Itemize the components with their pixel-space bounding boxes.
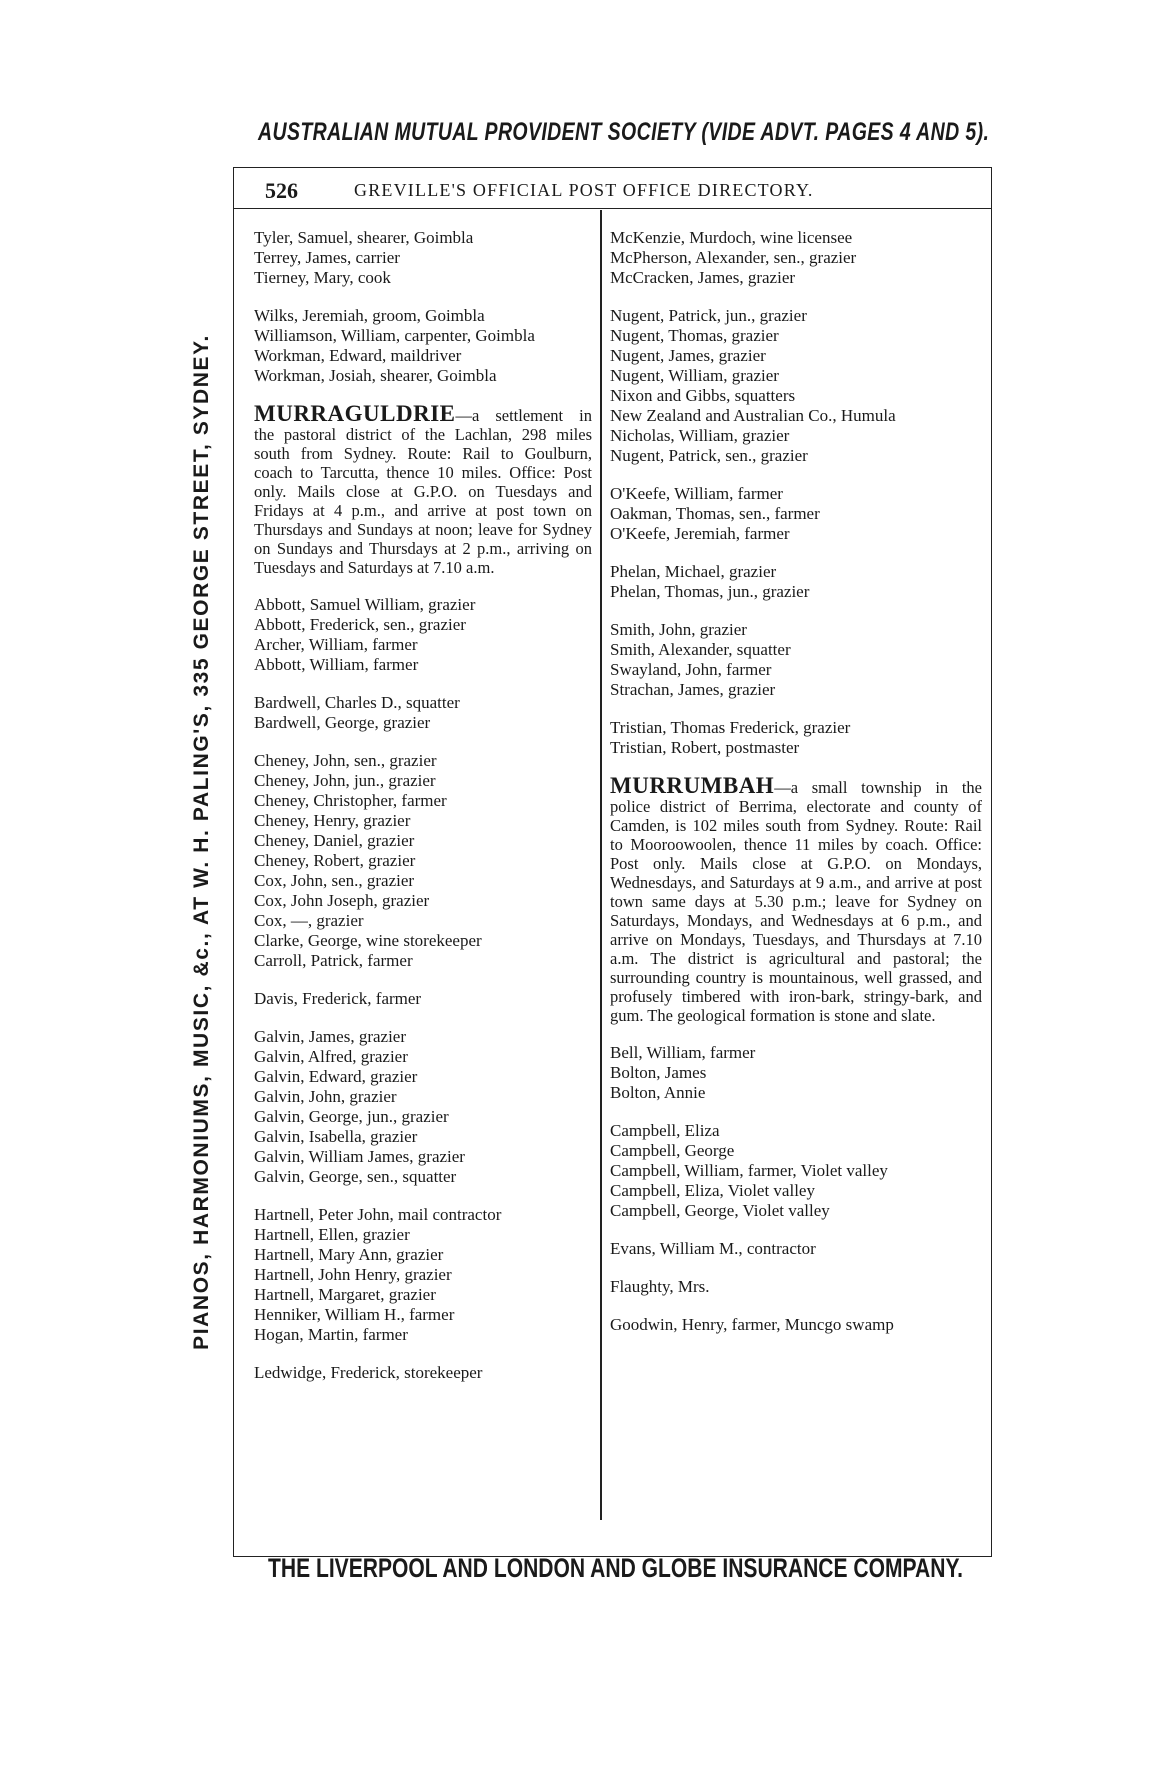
entry-group [254, 1027, 592, 1187]
entry-group [254, 306, 592, 386]
directory-entry: Hogan, Martin, farmer [254, 1325, 408, 1344]
directory-entry: McPherson, Alexander, sen., grazier [610, 248, 857, 267]
place-name: MURRAGULDRIE [254, 401, 456, 426]
place-text: —a small township in the police district of Berrima, electorate and county of Camden, is 102 miles south from Sydney. Route: Rail to Mooroowoolen, thence 11 miles by coach. Office: Post only. Mails close at G.P.O. on Mondays, Wednesdays, and Saturdays at 9 a.m., and arrive at post town same days at 5.30 p.m.; leave for Sydney on Saturdays, Mondays, and Wednesdays at 6 p.m., and arrive on Mondays, Tuesdays, and Thursdays at 7.10 a.m. The district is agricultural and pastoral; the surrounding country is mountainous, well grassed, and profusely timbered with iron-bark, stringy-bark, and gum. The geological formation is stone and slate. [610, 778, 982, 1025]
directory-entry: Nugent, William, grazier [610, 366, 779, 385]
directory-entry: Nicholas, William, grazier [610, 426, 790, 445]
right-column [610, 228, 982, 1353]
directory-entry: Williamson, William, carpenter, Goimbla [254, 326, 535, 345]
directory-entry: Smith, John, grazier [610, 620, 747, 639]
directory-entry: Hartnell, Mary Ann, grazier [254, 1245, 444, 1264]
directory-entry: Cox, —, grazier [254, 911, 364, 930]
directory-title: GREVILLE'S OFFICIAL POST OFFICE DIRECTORY. [354, 180, 814, 200]
entry-group [254, 751, 592, 971]
directory-entry: Oakman, Thomas, sen., farmer [610, 504, 820, 523]
directory-entry: Wilks, Jeremiah, groom, Goimbla [254, 306, 485, 325]
directory-entry: Henniker, William H., farmer [254, 1305, 455, 1324]
bottom-advert-banner: THE LIVERPOOL AND LONDON AND GLOBE INSURANCE COMPANY. [268, 1553, 964, 1583]
directory-entry: Tyler, Samuel, shearer, Goimbla [254, 228, 474, 247]
directory-entry: Cheney, John, jun., grazier [254, 771, 436, 790]
directory-entry: O'Keefe, Jeremiah, farmer [610, 524, 790, 543]
directory-entry: New Zealand and Australian Co., Humula [610, 406, 896, 425]
directory-entry: Campbell, Eliza [610, 1121, 720, 1140]
column-divider [600, 210, 602, 1520]
directory-entry: Abbott, William, farmer [254, 655, 419, 674]
directory-entry: Swayland, John, farmer [610, 660, 772, 679]
directory-entry: Strachan, James, grazier [610, 680, 776, 699]
directory-entry: Nixon and Gibbs, squatters [610, 386, 796, 405]
directory-entry: Galvin, Edward, grazier [254, 1067, 418, 1086]
entry-group [254, 693, 592, 733]
entry-group [254, 228, 592, 288]
entry-group [610, 718, 982, 758]
entry-group [254, 1363, 592, 1383]
directory-entry: Nugent, Thomas, grazier [610, 326, 779, 345]
directory-entry: Bardwell, Charles D., squatter [254, 693, 460, 712]
directory-entry: Terrey, James, carrier [254, 248, 400, 267]
directory-entry: Hartnell, Peter John, mail contractor [254, 1205, 502, 1224]
place-name: MURRUMBAH [610, 773, 775, 798]
directory-entry: Bolton, Annie [610, 1083, 706, 1102]
directory-entry: Goodwin, Henry, farmer, Muncgo swamp [610, 1315, 894, 1334]
directory-entry: Galvin, Isabella, grazier [254, 1127, 418, 1146]
directory-entry: Workman, Edward, maildriver [254, 346, 462, 365]
directory-entry: Galvin, George, jun., grazier [254, 1107, 449, 1126]
directory-entry: McCracken, James, grazier [610, 268, 796, 287]
directory-page [233, 167, 992, 1557]
directory-entry: Clarke, George, wine storekeeper [254, 931, 482, 950]
entry-group [254, 595, 592, 675]
directory-entry: Bolton, James [610, 1063, 707, 1082]
directory-entry: Nugent, Patrick, sen., grazier [610, 446, 808, 465]
directory-entry: Campbell, William, farmer, Violet valley [610, 1161, 888, 1180]
directory-entry: Campbell, George [610, 1141, 735, 1160]
directory-entry: Nugent, Patrick, jun., grazier [610, 306, 807, 325]
directory-entry: Hartnell, John Henry, grazier [254, 1265, 452, 1284]
place-text: —a settlement in the pastoral district of the Lachlan, 298 miles south from Sydney. Route: Rail to Goulburn, coach to Tarcutta, thence 10 miles. Office: Post only. Mails close at G.P.O. on Tuesdays and Fridays at 4 p.m., and arrive at post town on Thursdays and Sundays at noon; leave for Sydney on Sundays and Thursdays at 2 p.m., arriving on Tuesdays and Saturdays at 7.10 a.m. [254, 406, 592, 577]
directory-entry: Archer, William, farmer [254, 635, 418, 654]
entry-group [610, 1277, 982, 1297]
directory-entry: Davis, Frederick, farmer [254, 989, 422, 1008]
side-advert-text: PIANOS, HARMONIUMS, MUSIC, &c., AT W. H. PALING'S, 335 GEORGE STREET, SYDNEY. [190, 334, 214, 1350]
directory-entry: Galvin, George, sen., squatter [254, 1167, 457, 1186]
place-description-murraguldrie [254, 401, 592, 577]
directory-entry: Workman, Josiah, shearer, Goimbla [254, 366, 497, 385]
directory-entry: Cheney, Henry, grazier [254, 811, 411, 830]
directory-entry: Galvin, Alfred, grazier [254, 1047, 408, 1066]
directory-entry: Nugent, James, grazier [610, 346, 766, 365]
directory-entry: Cox, John, sen., grazier [254, 871, 415, 890]
directory-entry: Cox, John Joseph, grazier [254, 891, 430, 910]
entry-group [610, 1121, 982, 1221]
place-description-murrumbah [610, 773, 982, 1025]
entry-group [254, 989, 592, 1009]
page-header [234, 168, 991, 209]
entry-group [610, 1043, 982, 1103]
entry-group [610, 228, 982, 288]
side-advert-strip [176, 167, 228, 1517]
entry-group [610, 1239, 982, 1259]
directory-entry: Tristian, Robert, postmaster [610, 738, 800, 757]
entry-group [610, 562, 982, 602]
top-advert-banner: AUSTRALIAN MUTUAL PROVIDENT SOCIETY (VIDE ADVT. PAGES 4 AND 5). [258, 118, 990, 146]
directory-entry: Galvin, John, grazier [254, 1087, 397, 1106]
directory-entry: Campbell, Eliza, Violet valley [610, 1181, 815, 1200]
directory-entry: McKenzie, Murdoch, wine licensee [610, 228, 853, 247]
directory-entry: Evans, William M., contractor [610, 1239, 816, 1258]
directory-entry: Abbott, Frederick, sen., grazier [254, 615, 466, 634]
directory-entry: Hartnell, Ellen, grazier [254, 1225, 410, 1244]
directory-entry: Phelan, Michael, grazier [610, 562, 777, 581]
directory-entry: Campbell, George, Violet valley [610, 1201, 830, 1220]
entry-group [254, 1205, 592, 1345]
directory-entry: O'Keefe, William, farmer [610, 484, 783, 503]
directory-entry: Tristian, Thomas Frederick, grazier [610, 718, 851, 737]
entry-group [610, 1315, 982, 1335]
left-column [254, 228, 592, 1401]
directory-entry: Smith, Alexander, squatter [610, 640, 791, 659]
directory-entry: Bardwell, George, grazier [254, 713, 431, 732]
directory-entry: Carroll, Patrick, farmer [254, 951, 413, 970]
directory-entry: Phelan, Thomas, jun., grazier [610, 582, 810, 601]
entry-group [610, 306, 982, 466]
directory-entry: Cheney, Christopher, farmer [254, 791, 447, 810]
directory-entry: Bell, William, farmer [610, 1043, 756, 1062]
page-number: 526 [265, 178, 298, 203]
directory-entry: Galvin, James, grazier [254, 1027, 406, 1046]
directory-entry: Abbott, Samuel William, grazier [254, 595, 476, 614]
directory-entry: Ledwidge, Frederick, storekeeper [254, 1363, 483, 1382]
directory-entry: Cheney, Daniel, grazier [254, 831, 415, 850]
entry-group [610, 484, 982, 544]
directory-entry: Cheney, John, sen., grazier [254, 751, 437, 770]
directory-entry: Tierney, Mary, cook [254, 268, 391, 287]
entry-group [610, 620, 982, 700]
directory-entry: Galvin, William James, grazier [254, 1147, 465, 1166]
directory-entry: Cheney, Robert, grazier [254, 851, 416, 870]
directory-entry: Hartnell, Margaret, grazier [254, 1285, 436, 1304]
directory-entry: Flaughty, Mrs. [610, 1277, 710, 1296]
